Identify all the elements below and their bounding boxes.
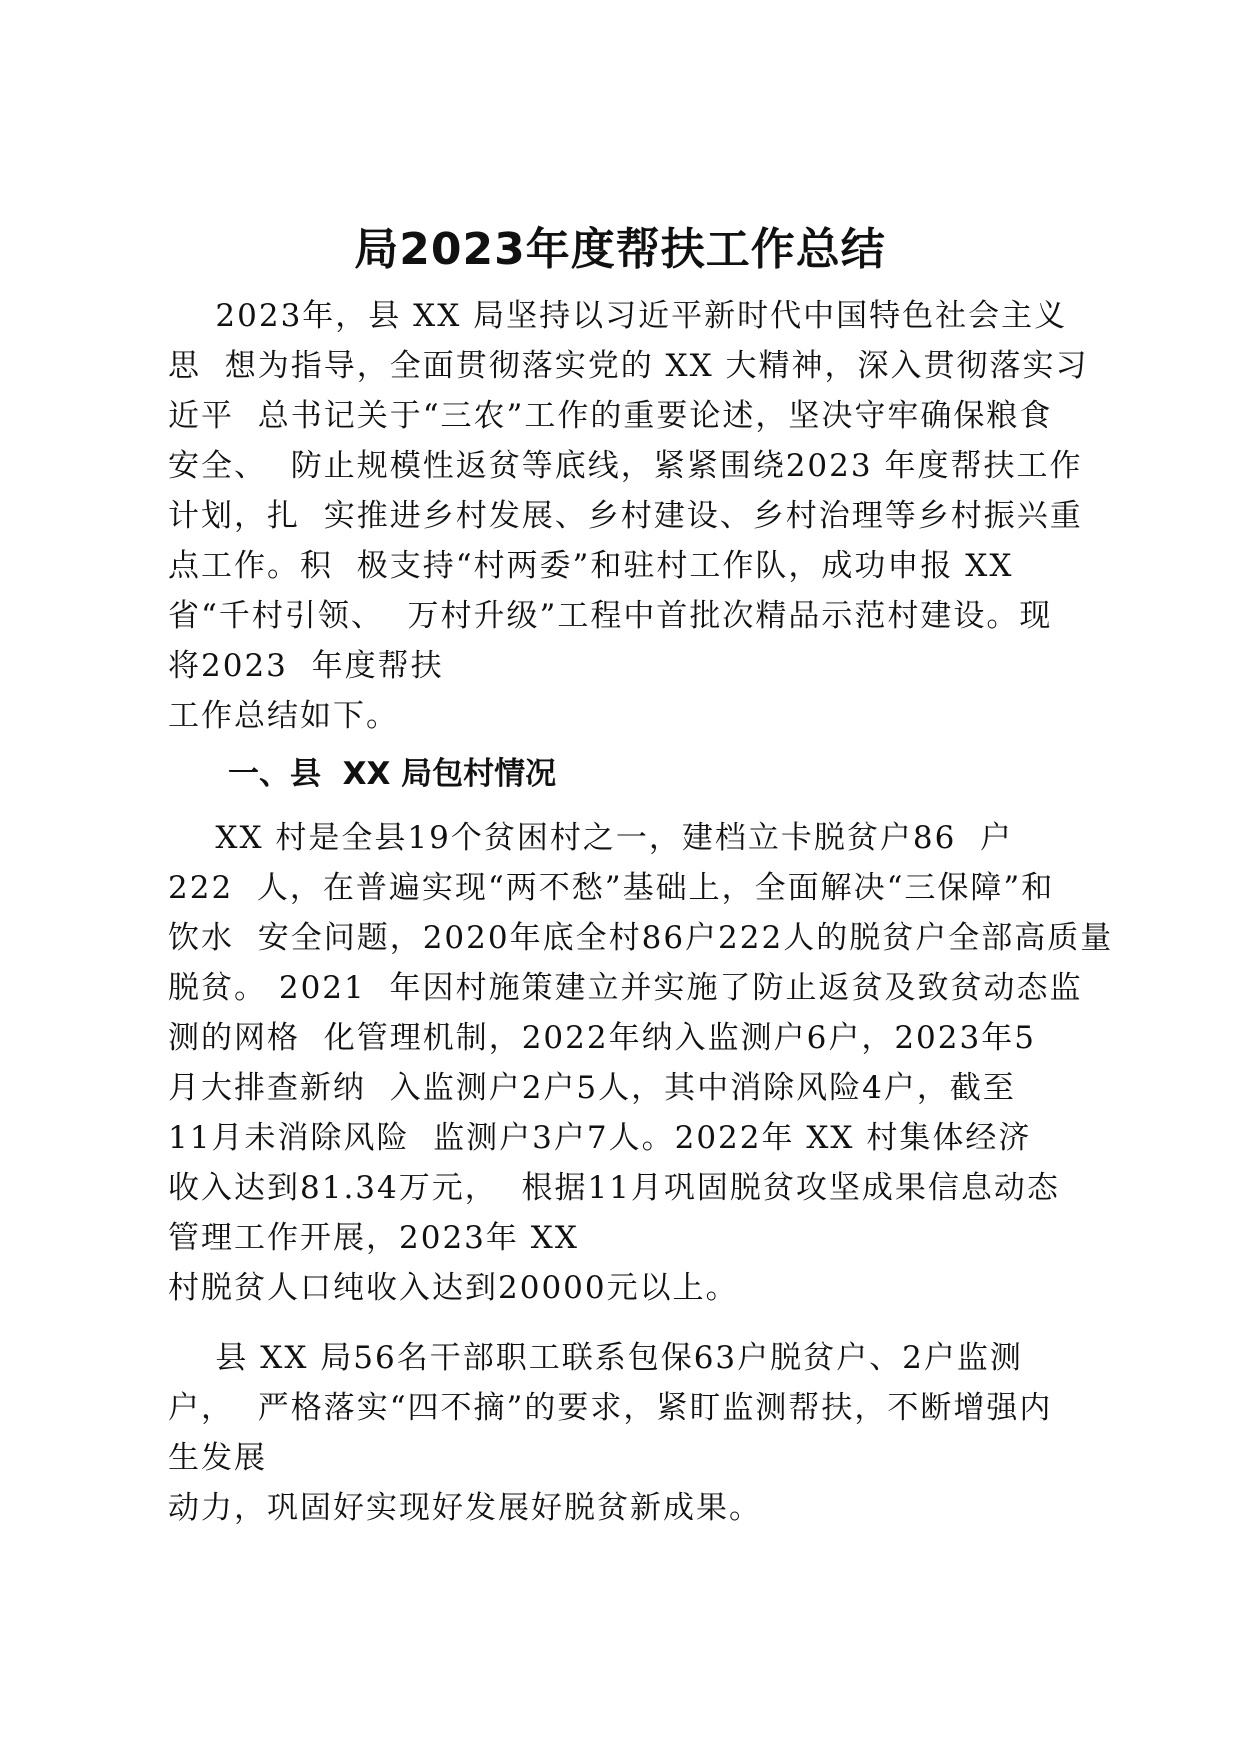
- section1-para2-line: 动力，巩固好实现好发展好脱贫新成果。: [168, 1490, 762, 1526]
- section1-para1-line: 脱贫。 2021 年因村施策建立并实施了防止返贫及致贫动态监: [168, 970, 1083, 1006]
- section1-para2-line: 生发展: [168, 1440, 267, 1476]
- intro-line: 近平 总书记关于“三农”工作的重要论述，坚决守牢确保粮食: [168, 398, 1053, 434]
- section1-para1-line: 11月未消除风险 监测户3户7人。2022年 XX 村集体经济: [168, 1120, 1032, 1156]
- section-heading: 一、县 XX 局包村情况: [228, 756, 557, 792]
- section1-para1-line: 收入达到81.34万元， 根据11月巩固脱贫攻坚成果信息动态: [168, 1170, 1060, 1206]
- section1-para1-line: 222 人，在普遍实现“两不愁”基础上，全面解决“三保障”和: [168, 870, 1055, 906]
- intro-line: 思 想为指导，全面贯彻落实党的 XX 大精神，深入贯彻落实习: [168, 348, 1089, 384]
- intro-line: 工作总结如下。: [168, 698, 399, 734]
- section1-para1-line: 测的网格 化管理机制，2022年纳入监测户6户，2023年5: [168, 1020, 1036, 1056]
- intro-line: 点工作。积 极支持“村两委”和驻村工作队，成功申报 XX: [168, 548, 1014, 584]
- intro-line: 安全、 防止规模性返贫等底线，紧紧围绕2023 年度帮扶工作: [168, 448, 1083, 484]
- intro-line: 将2023 年度帮扶: [168, 648, 444, 684]
- intro-line: 计划，扎 实推进乡村发展、乡村建设、乡村治理等乡村振兴重: [168, 498, 1083, 534]
- section1-para1-line: 管理工作开展，2023年 XX: [168, 1220, 579, 1256]
- section1-para2-line: 县 XX 局56名干部职工联系包保63户脱贫户、2户监测: [168, 1340, 1023, 1376]
- section1-para1-line: XX 村是全县19个贫困村之一，建档立卡脱贫户86 户: [168, 820, 1014, 856]
- section1-para1-line: 月大排查新纳 入监测户2户5人，其中消除风险4户，截至: [168, 1070, 1016, 1106]
- document-title: 局2023年度帮扶工作总结: [354, 224, 886, 275]
- intro-line: 省“千村引领、 万村升级”工程中首批次精品示范村建设。现: [168, 598, 1053, 634]
- intro-line: 2023年，县 XX 局坚持以习近平新时代中国特色社会主义: [168, 298, 1068, 334]
- section1-para1-line: 村脱贫人口纯收入达到20000元以上。: [168, 1270, 739, 1306]
- section1-para2-line: 户， 严格落实“四不摘”的要求，紧盯监测帮扶，不断增强内: [168, 1390, 1053, 1426]
- section1-para1-line: 饮水 安全问题，2020年底全村86户222人的脱贫户全部高质量: [168, 920, 1114, 956]
